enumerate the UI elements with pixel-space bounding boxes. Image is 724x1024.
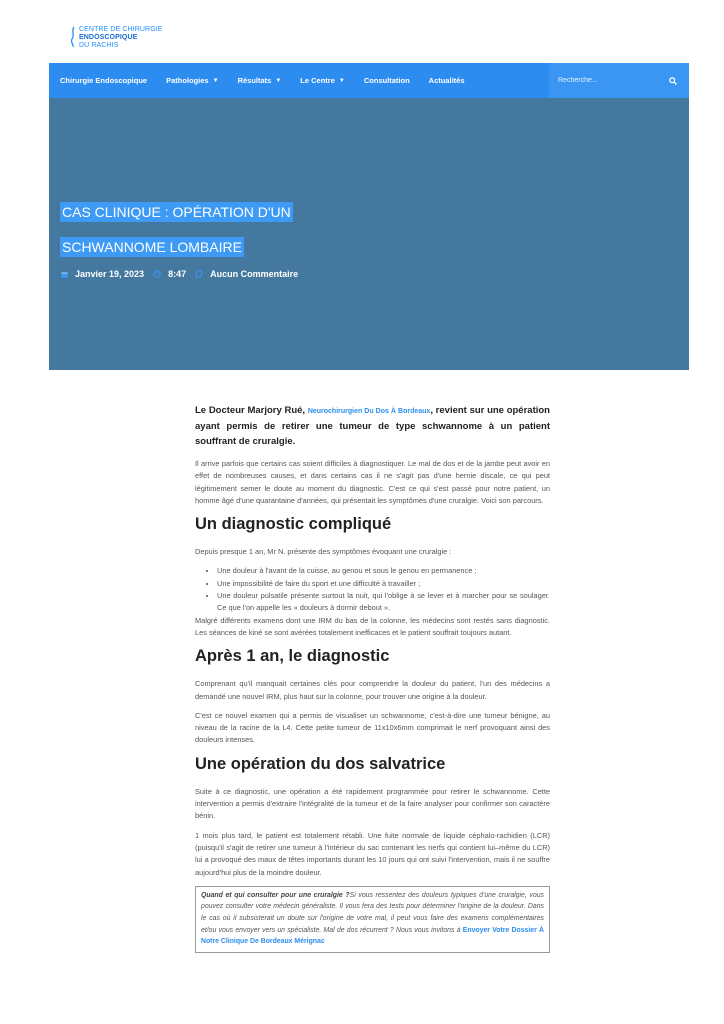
- symptoms-paragraph: Depuis presque 1 an, Mr N. présente des symptômes évoquant une cruralgie :: [195, 547, 452, 557]
- post-time: 8:47: [168, 269, 187, 279]
- nav-item-pathologies[interactable]: Pathologies ▼: [166, 76, 219, 85]
- nav-item-le-centre[interactable]: Le Centre ▼: [300, 76, 345, 85]
- intro-paragraph: Il arrive parfois que certains cas soient difficiles à diagnostiquer. Le mal de dos et de la jambe peut avoir en effet de nombreuses causes, et dans certains cas il ne s'agit pas d'une hernie discale, ce qui peut légitimement semer le doute au moment du diagnostic. C'est ce qui s'est passé pour notre patient, un homme âgé d'une quarantaine d'années, qui présentait les symptômes d'une cruralgie. Voici son parcours.: [195, 459, 550, 505]
- chevron-down-icon: ▼: [275, 77, 282, 84]
- post-date: Janvier 19, 2023: [75, 269, 145, 279]
- nav-item-chirurgie-endoscopique[interactable]: Chirurgie Endoscopique: [60, 76, 148, 85]
- chevron-down-icon: ▼: [212, 77, 219, 84]
- logo-line-3: DU RACHIS: [79, 42, 119, 49]
- article-lead: Le Docteur Marjory Rué, Neurochirurgien Du Dos À Bordeaux, revient sur une opération ayant permis de retirer une tumeur de type schwannome à un patient souffrant de cruralgie.: [195, 405, 550, 447]
- chevron-down-icon: ▼: [338, 77, 345, 84]
- list-item: • Une impossibilité de faire du sport et une difficulté à travailler ;: [217, 578, 550, 590]
- heading-diagnostic-complique: Un diagnostic compliqué: [195, 515, 392, 534]
- list-item: • Une douleur pulsatile présente surtout la nuit, qui l'oblige à se lever et à marcher pour se soulager. Ce que l'on appelle les « douleurs à dormir debout ».: [217, 590, 550, 615]
- heading-apres-1-an: Après 1 an, le diagnostic: [195, 647, 390, 666]
- operation-paragraph-2: 1 mois plus tard, le patient est totalement rétabli. Une fuite normale de liquide céphalo-rachidien (LCR) (puisqu'il s'agit de retirer une tumeur à l'intérieur du sac contenant les nerfs qui contient lui–même du LCR) lui a provoqué des maux de têtes importants durant les 10 jours qui ont suivi l'intervention, mais il ne souffre aujourd'hui plus de la moindre douleur.: [195, 830, 550, 877]
- nav-item-resultats[interactable]: Résultats ▼: [237, 76, 282, 85]
- logo-line-1: CENTRE DE CHIRURGIE: [79, 26, 163, 33]
- page-title: [60, 195, 320, 265]
- title-line-1: CAS CLINIQUE : OPÉRATION D'UN: [62, 204, 291, 220]
- post-meta: [61, 269, 298, 279]
- hero-banner: [49, 98, 689, 370]
- symptoms-list: [195, 565, 550, 614]
- nav-item-actualites[interactable]: Actualités: [428, 76, 465, 85]
- search-icon[interactable]: [669, 72, 677, 90]
- site-logo[interactable]: [70, 26, 163, 50]
- search-input[interactable]: [556, 76, 660, 85]
- diagnosis-paragraph-2: C'est ce nouvel examen qui a permis de visualiser un schwannome, c'est-à-dire une tumeur bénigne, au niveau de la racine de la L4. Cette petite tumeur de 11x10x6mm comprimait le nerf provoquant ainsi des douleurs intenses.: [195, 710, 550, 745]
- title-line-2: SCHWANNOME LOMBAIRE: [62, 239, 242, 255]
- exams-paragraph: Malgré différents examens dont une IRM du bas de la colonne, les médecins sont restés sans diagnostic. Les séances de kiné se sont avérées totalement inefficaces et le patient souffrait toujours autant.: [195, 615, 550, 637]
- spine-logo-icon: [70, 26, 76, 48]
- calendar-icon: [61, 271, 68, 278]
- main-navigation: [49, 63, 689, 98]
- neurochirurgien-link[interactable]: Neurochirurgien Du Dos À Bordeaux: [307, 408, 431, 415]
- search-bar: [549, 63, 689, 98]
- diagnosis-paragraph-1: Comprenant qu'il manquait certaines clés pour comprendre la douleur du patient, l'un des médecins a demandé une nouvel IRM, plus haut sur la colonne, pour trouver une origine à la douleur.: [195, 679, 550, 701]
- heading-operation-salvatrice: Une opération du dos salvatrice: [195, 754, 446, 773]
- callout-question: Quand et qui consulter pour une cruralgie ?: [201, 891, 350, 899]
- article-body: [195, 403, 550, 953]
- operation-paragraph-1: Suite à ce diagnostic, une opération a été rapidement programmée pour retirer le schwannome. Cette intervention a permis d'extraire l'intégralité de la tumeur et de la faire analyser pour confirmer son caractère bénin.: [195, 786, 550, 821]
- send-dossier-link[interactable]: Envoyer Votre Dossier À Notre Clinique De Bordeaux Mérignac: [201, 926, 545, 946]
- nav-item-consultation[interactable]: Consultation: [363, 76, 410, 85]
- clock-icon: [153, 270, 161, 278]
- post-comments-link[interactable]: Aucun Commentaire: [210, 269, 299, 279]
- logo-line-2: ENDOSCOPIQUE: [79, 34, 138, 41]
- list-item: • Une douleur à l'avant de la cuisse, au genou et sous le genou en permanence ;: [217, 565, 550, 577]
- comment-icon: [195, 270, 203, 278]
- consultation-callout-box: Quand et qui consulter pour une cruralgie ?Si vous ressentez des douleurs typiques d'une cruralgie, vous pouvez consulter votre médecin généraliste. Il vous fera des tests pour déterminer l'origine de la douleur. Dans le cas où il subsisterait un doute sur l'origine de votre mal, il peut vous faire des examens complémentaires et/ou vous envoyer vers un spécialiste. Mal de dos récurrent ? Nous vous invitons à Envoyer Votre Dossier À Notre Clinique De Bordeaux Mérignac: [195, 886, 550, 953]
